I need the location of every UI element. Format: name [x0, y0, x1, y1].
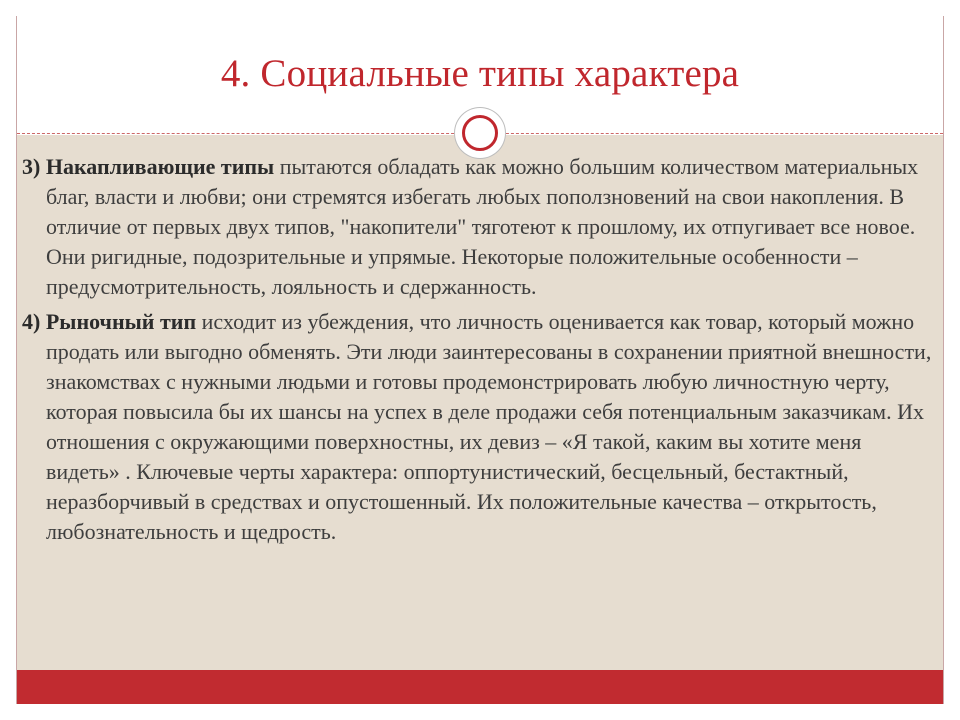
paragraph-accumulating-type — [22, 152, 932, 302]
slide-body — [22, 152, 932, 552]
frame-border-right — [943, 16, 944, 704]
paragraph-heading: 3) Накапливающие типы — [22, 154, 275, 179]
paragraph-market-type — [22, 307, 932, 547]
slide-title: 4. Социальные типы характера — [220, 52, 740, 95]
circle-ornament-icon — [455, 108, 505, 158]
footer-bar — [17, 670, 943, 704]
paragraph-text: пытаются обладать как можно большим количеством материальных благ, власти и любви; они стремятся избегать любых поползновений на свои накопления. В отличие от первых двух типов, "накопители" тяготеют к прошлому, их отпугивает все новое. Они ригидные, подозрительные и упрямые. Некоторые положительные особенности – предусмотрительность, лояльность и сдержанность. — [46, 154, 919, 299]
paragraph-text: исходит из убеждения, что личность оценивается как товар, который можно продать или выгодно обменять. Эти люди заинтересованы в сохранении приятной внешности, знакомствах с нужными людьми и готовы продемонстрировать любую личностную черту, которая повысила бы их шансы на успех в деле продажи себя потенциальным заказчикам. Их отношения с окружающими поверхностны, их девиз – «Я такой, каким вы хотите меня видеть» . Ключевые черты характера: оппортунистический, бесцельный, бестактный, неразборчивый в средствах и опустошенный. Их положительные качества – открытость, любознательность и щедрость. — [46, 309, 932, 544]
paragraph-heading: 4) Рыночный тип — [22, 309, 197, 334]
circle-ornament-inner — [462, 115, 498, 151]
